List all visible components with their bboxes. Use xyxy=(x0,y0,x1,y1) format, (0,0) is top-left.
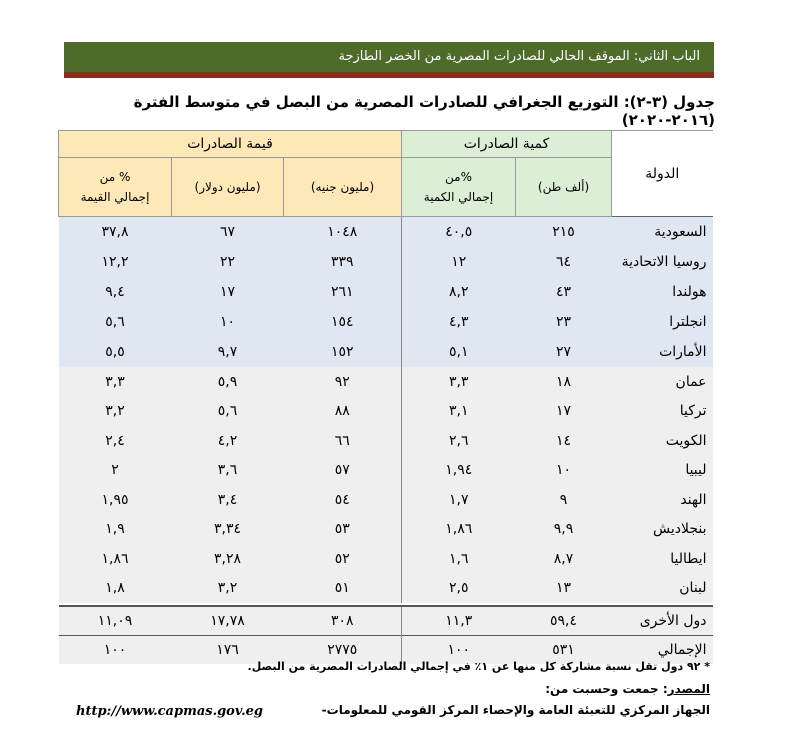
row-egp: ٥٢ xyxy=(284,544,402,574)
row-qty: ٨,٧ xyxy=(516,544,612,574)
table-row xyxy=(59,307,713,337)
header-qty-thousand-ton: (ألف طن) xyxy=(516,158,612,217)
row-egp: ٦٦ xyxy=(284,426,402,456)
header-country: الدولة xyxy=(612,131,713,217)
row-qty: ٢٣ xyxy=(516,307,612,337)
row-qty-pct: ٣,١ xyxy=(402,397,516,427)
row-country: عمان xyxy=(612,367,713,397)
row-qty-pct: ١٢ xyxy=(402,247,516,277)
row-qty-pct: ١,٧ xyxy=(402,485,516,515)
chapter-banner-text: الباب الثاني: الموقف الحالي للصادرات المصرية من الخضر الطازجة xyxy=(338,49,700,64)
source-line: الجهاز المركزي للتعبئة العامة والإحصاء المركز القومي للمعلومات- xyxy=(321,703,710,717)
row-country: هولندا xyxy=(612,277,713,307)
header-val-egp: (مليون جنيه) xyxy=(284,158,402,217)
header-qty-pct-line1: %من xyxy=(445,170,472,184)
total-usd: ١٧٦ xyxy=(172,636,284,665)
row-qty: ٢٧ xyxy=(516,337,612,367)
row-qty-pct: ٥,١ xyxy=(402,337,516,367)
total-qty: ٥٣١ xyxy=(516,636,612,665)
row-usd: ٦٧ xyxy=(172,217,284,248)
row-qty-pct: ١,٨٦ xyxy=(402,515,516,545)
row-usd: ٢٢ xyxy=(172,247,284,277)
table-row xyxy=(59,247,713,277)
table-row xyxy=(59,337,713,367)
row-qty-pct: ٤,٣ xyxy=(402,307,516,337)
row-qty-pct: ٢,٦ xyxy=(402,426,516,456)
row-val-pct: ٩,٤ xyxy=(59,277,172,307)
others-egp: ٣٠٨ xyxy=(284,606,402,636)
row-qty-pct: ٨,٢ xyxy=(402,277,516,307)
row-egp: ٩٢ xyxy=(284,367,402,397)
others-usd: ١٧,٧٨ xyxy=(172,606,284,636)
row-egp: ١٥٢ xyxy=(284,337,402,367)
row-usd: ٩,٧ xyxy=(172,337,284,367)
header-qty-pct xyxy=(402,158,516,217)
header-val-group: قيمة الصادرات xyxy=(59,131,402,158)
row-val-pct: ١,٨ xyxy=(59,574,172,604)
row-val-pct: ٣٧,٨ xyxy=(59,217,172,248)
table-row xyxy=(59,456,713,486)
total-val-pct: ١٠٠ xyxy=(59,636,172,665)
row-qty: ١٣ xyxy=(516,574,612,604)
row-country: تركيا xyxy=(612,397,713,427)
others-qty-pct: ١١,٣ xyxy=(402,606,516,636)
row-egp: ٣٣٩ xyxy=(284,247,402,277)
row-egp: ٢٦١ xyxy=(284,277,402,307)
row-egp: ٨٨ xyxy=(284,397,402,427)
row-val-pct: ٢,٤ xyxy=(59,426,172,456)
row-qty-pct: ١,٩٤ xyxy=(402,456,516,486)
row-qty: ٢١٥ xyxy=(516,217,612,248)
source-label xyxy=(545,682,710,696)
row-val-pct: ١,٩٥ xyxy=(59,485,172,515)
row-qty: ١٠ xyxy=(516,456,612,486)
table-row xyxy=(59,544,713,574)
source-label-word: المصدر xyxy=(667,682,710,696)
row-egp: ١٠٤٨ xyxy=(284,217,402,248)
row-val-pct: ٣,٢ xyxy=(59,397,172,427)
table-row xyxy=(59,485,713,515)
row-egp: ٥١ xyxy=(284,574,402,604)
row-egp: ١٥٤ xyxy=(284,307,402,337)
row-qty: ٦٤ xyxy=(516,247,612,277)
row-qty-pct: ٢,٥ xyxy=(402,574,516,604)
row-qty-pct: ٤٠,٥ xyxy=(402,217,516,248)
table-row xyxy=(59,397,713,427)
source-url: http://www.capmas.gov.eg xyxy=(76,704,263,719)
row-usd: ٣,٢ xyxy=(172,574,284,604)
row-country: لبنان xyxy=(612,574,713,604)
row-country: انجلترا xyxy=(612,307,713,337)
footnote: * ٩٢ دول تقل نسبة مشاركة كل منها عن ١٪ في إجمالي الصادرات المصرية من البصل. xyxy=(247,660,710,673)
table-row xyxy=(59,217,713,248)
header-qty-pct-line2: إجمالي الكمية xyxy=(423,190,494,204)
row-val-pct: ١,٨٦ xyxy=(59,544,172,574)
table-row xyxy=(59,574,713,604)
row-val-pct: ٥,٥ xyxy=(59,337,172,367)
table-row xyxy=(59,367,713,397)
row-country: السعودية xyxy=(612,217,713,248)
total-qty-pct: ١٠٠ xyxy=(402,636,516,665)
exports-table xyxy=(58,130,713,664)
row-usd: ٥,٦ xyxy=(172,397,284,427)
row-val-pct: ٣,٣ xyxy=(59,367,172,397)
row-usd: ٣,٣٤ xyxy=(172,515,284,545)
row-qty: ١٧ xyxy=(516,397,612,427)
others-country: دول الأخرى xyxy=(612,606,713,636)
header-val-usd: (مليون دولار) xyxy=(172,158,284,217)
header-val-pct xyxy=(59,158,172,217)
table-row xyxy=(59,426,713,456)
row-country: الهند xyxy=(612,485,713,515)
row-usd: ٣,٤ xyxy=(172,485,284,515)
others-row xyxy=(59,606,713,636)
row-val-pct: ٥,٦ xyxy=(59,307,172,337)
row-qty: ١٤ xyxy=(516,426,612,456)
row-val-pct: ٢ xyxy=(59,456,172,486)
row-usd: ٥,٩ xyxy=(172,367,284,397)
table-row xyxy=(59,515,713,545)
row-usd: ٣,٢٨ xyxy=(172,544,284,574)
row-usd: ١٧ xyxy=(172,277,284,307)
row-egp: ٥٤ xyxy=(284,485,402,515)
row-qty-pct: ٣,٣ xyxy=(402,367,516,397)
table-body xyxy=(59,217,713,604)
row-usd: ٤,٢ xyxy=(172,426,284,456)
others-val-pct: ١١,٠٩ xyxy=(59,606,172,636)
total-country: الإجمالي xyxy=(612,636,713,665)
table-title: جدول (٣-٢): التوزيع الجغرافي للصادرات المصرية من البصل في متوسط الفترة (٢٠١٦-٢٠٢٠) xyxy=(133,93,715,129)
row-qty: ٩,٩ xyxy=(516,515,612,545)
table-row xyxy=(59,277,713,307)
row-egp: ٥٣ xyxy=(284,515,402,545)
row-usd: ٣,٦ xyxy=(172,456,284,486)
total-egp: ٢٧٧٥ xyxy=(284,636,402,665)
row-val-pct: ١٢,٢ xyxy=(59,247,172,277)
source-label-rest: : جمعت وحسبت من: xyxy=(545,682,668,696)
row-qty-pct: ١,٦ xyxy=(402,544,516,574)
row-val-pct: ١,٩ xyxy=(59,515,172,545)
row-country: ايطاليا xyxy=(612,544,713,574)
chapter-banner xyxy=(64,42,714,78)
row-country: روسيا الاتحادية xyxy=(612,247,713,277)
row-country: بنجلاديش xyxy=(612,515,713,545)
row-country: الكويت xyxy=(612,426,713,456)
header-val-pct-line1: % من xyxy=(99,170,131,184)
row-usd: ١٠ xyxy=(172,307,284,337)
header-val-pct-line2: إجمالي القيمة xyxy=(80,190,150,204)
row-egp: ٥٧ xyxy=(284,456,402,486)
row-qty: ١٨ xyxy=(516,367,612,397)
header-qty-group: كمية الصادرات xyxy=(402,131,612,158)
row-country: ليبيا xyxy=(612,456,713,486)
others-qty: ٥٩,٤ xyxy=(516,606,612,636)
row-qty: ٤٣ xyxy=(516,277,612,307)
row-country: الأمارات xyxy=(612,337,713,367)
row-qty: ٩ xyxy=(516,485,612,515)
